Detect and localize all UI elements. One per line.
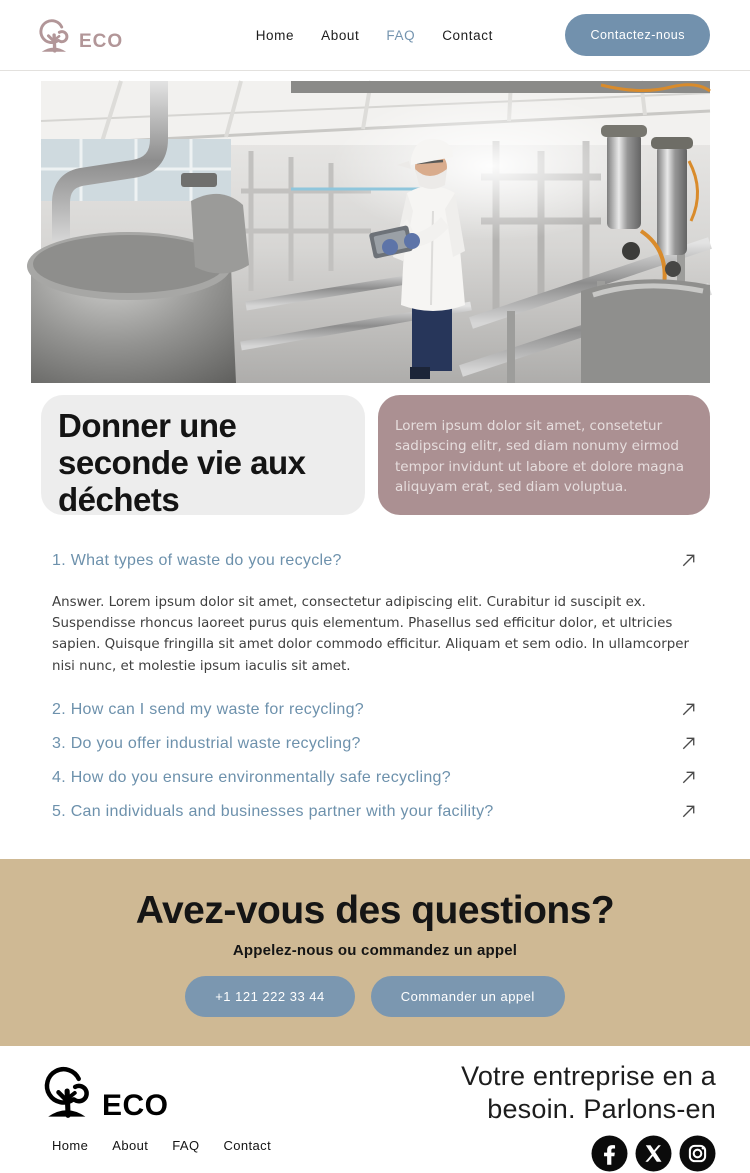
brand-logo[interactable] [35, 13, 123, 57]
intro-section [41, 395, 710, 518]
faq-item-2[interactable] [52, 693, 698, 727]
header [0, 0, 750, 71]
facebook-icon[interactable] [591, 1135, 628, 1172]
footer-nav-home[interactable]: Home [52, 1137, 89, 1153]
cta-subtitle: Appelez-nous ou commandez un appel [232, 941, 518, 959]
faq-question: 1. What types of waste do you recycle? [52, 551, 342, 569]
footer-nav-about[interactable]: About [112, 1137, 149, 1153]
instagram-icon[interactable] [679, 1135, 716, 1172]
contact-button[interactable]: Contactez-nous [565, 14, 710, 56]
intro-heading-card [41, 395, 365, 518]
questions-cta-section [0, 859, 750, 1046]
footer-nav-contact[interactable]: Contact [223, 1137, 272, 1153]
faq-item-3[interactable] [52, 727, 698, 761]
tree-icon [35, 13, 77, 57]
footer-nav-faq[interactable]: FAQ [172, 1137, 200, 1153]
footer-tagline: Votre entreprise en a besoin. Parlons-en [461, 1060, 716, 1124]
arrow-up-right-icon[interactable] [679, 734, 698, 753]
social-links [436, 1135, 716, 1172]
factory-scene-illustration [41, 81, 710, 383]
faq-item-5[interactable] [52, 795, 698, 829]
footer [0, 1046, 750, 1173]
tree-icon [38, 1058, 102, 1129]
arrow-up-right-icon[interactable] [679, 700, 698, 719]
nav-contact[interactable]: Contact [442, 27, 493, 43]
cta-buttons [0, 976, 750, 1017]
arrow-up-right-icon[interactable] [679, 802, 698, 821]
footer-nav [52, 1138, 271, 1153]
faq-item-4[interactable] [52, 761, 698, 795]
arrow-up-right-icon[interactable] [679, 551, 698, 570]
footer-brand-logo[interactable] [38, 1058, 271, 1129]
order-call-button[interactable]: Commander un appel [371, 976, 565, 1017]
hero-image [41, 81, 710, 383]
faq-list [52, 693, 698, 829]
brand-name: ECO [79, 31, 124, 52]
faq-question: 3. Do you offer industrial waste recycling? [52, 734, 361, 752]
intro-description-card [378, 395, 710, 515]
faq-answer: Answer. Lorem ipsum dolor sit amet, consectetur adipiscing elit. Curabitur id suscipit ex. Suspendisse rhoncus laoreet purus quis elementum. Phasellus sed efficitur dolor, et ultricies sapien. Quisque fringilla sit amet dolor commodo efficitur. Aliquam et sem odio. In ullamcorper nisi nunc, et molestie ipsum iaculis sit amet. [52, 595, 689, 674]
brand-name: ECO [102, 1088, 169, 1122]
intro-description: Lorem ipsum dolor sit amet, consetetur sadipscing elitr, sed diam nonumy eirmod tempor invidunt ut labore et dolore magna aliquyam erat, sed diam voluptua. [395, 418, 684, 495]
faq-section [52, 539, 698, 829]
nav-about[interactable]: About [321, 27, 360, 43]
page-title: Donner une seconde vie aux déchets [58, 407, 306, 518]
arrow-up-right-icon[interactable] [679, 768, 698, 787]
cta-title: Avez-vous des questions? [135, 888, 615, 932]
x-icon[interactable] [635, 1135, 672, 1172]
faq-item-1[interactable] [52, 539, 698, 570]
main-nav [256, 28, 493, 43]
phone-number-button[interactable]: +1 121 222 33 44 [185, 976, 355, 1017]
faq-question: 4. How do you ensure environmentally safe recycling? [52, 768, 451, 786]
nav-faq[interactable]: FAQ [386, 27, 416, 43]
nav-home[interactable]: Home [255, 27, 295, 43]
faq-question: 2. How can I send my waste for recycling? [52, 700, 364, 718]
faq-question: 5. Can individuals and businesses partner with your facility? [52, 802, 494, 820]
